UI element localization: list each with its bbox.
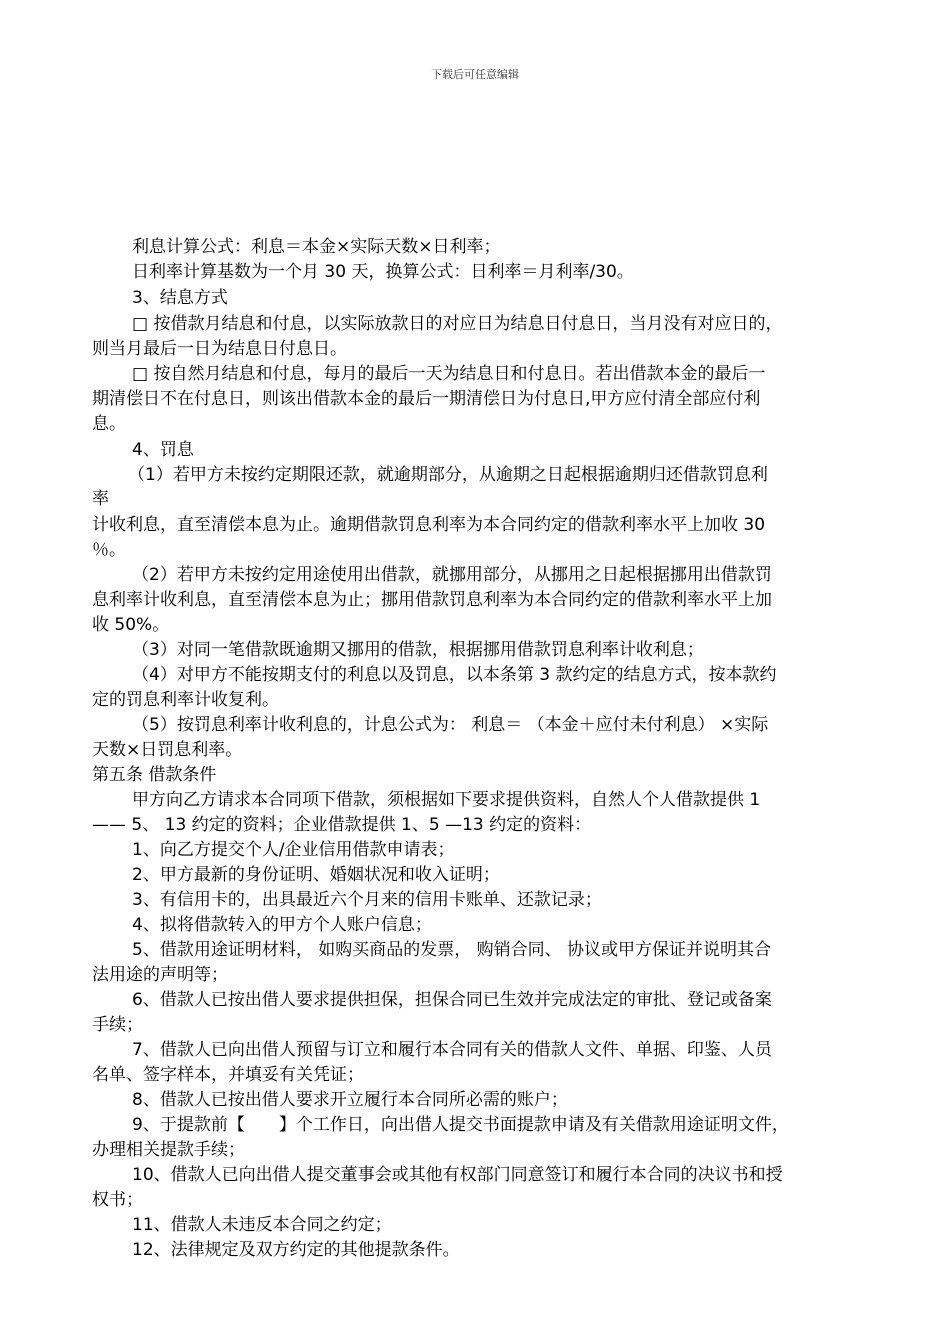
list-item: 5、借款用途证明材料， 如购买商品的发票， 购销合同、 协议或甲方保证并说明其合: [132, 940, 772, 960]
paragraph-line: 期清偿日不在付息日，则该出借款本金的最后一期清偿日为付息日,甲方应付清全部应付利: [92, 389, 761, 409]
article-heading: 第五条 借款条件: [92, 765, 217, 785]
checkbox-option-line: □ 按借款月结息和付息，以实际放款日的对应日为结息日付息日，当月没有对应日的，: [132, 314, 783, 334]
paragraph-line: 率: [92, 489, 109, 509]
paragraph-line: （1）若甲方未按约定期限还款，就逾期部分，从逾期之日起根据逾期归还借款罚息利: [128, 465, 768, 485]
paragraph-line: ％。: [92, 540, 126, 560]
list-item-continuation: 权书；: [92, 1190, 143, 1210]
list-item-continuation: 名单、签字样本，并填妥有关凭证；: [92, 1065, 364, 1085]
paragraph-line: （3）对同一笔借款既逾期又挪用的借款，根据挪用借款罚息利率计收利息；: [132, 640, 704, 660]
paragraph-line: 收 50%。: [92, 615, 170, 635]
paragraph-line: 天数×日罚息利率。: [92, 740, 243, 760]
list-item: 10、借款人已向出借人提交董事会或其他有权部门同意签订和履行本合同的决议书和授: [132, 1165, 783, 1185]
page-header: 下载后可任意编辑: [431, 68, 519, 81]
checkbox-option-line: □ 按自然月结息和付息，每月的最后一天为结息日和付息日。若出借款本金的最后一: [132, 364, 766, 384]
paragraph-line: —— 5、 13 约定的资料；企业借款提供 1、5 —13 约定的资料：: [92, 815, 592, 835]
list-item: 3、有信用卡的，出具最近六个月来的信用卡账单、还款记录；: [132, 890, 602, 910]
paragraph-line: 定的罚息利率计收复利。: [92, 690, 279, 710]
list-item: 2、甲方最新的身份证明、婚姻状况和收入证明；: [132, 865, 500, 885]
list-item: 1、向乙方提交个人/企业信用借款申请表；: [132, 840, 455, 860]
list-item: 6、借款人已按出借人要求提供担保，担保合同已生效并完成法定的审批、登记或备案: [132, 990, 772, 1010]
list-item-continuation: 手续；: [92, 1015, 143, 1035]
list-item-continuation: 法用途的声明等；: [92, 965, 228, 985]
list-item: 11、借款人未违反本合同之约定；: [132, 1215, 392, 1235]
paragraph-line: 息利率计收利息，直至清偿本息为止；挪用借款罚息利率为本合同约定的借款利率水平上加: [92, 590, 772, 610]
formula-line: 利息计算公式：利息＝本金×实际天数×日利率；: [132, 237, 501, 257]
paragraph-line: （2）若甲方未按约定用途使用出借款，就挪用部分，从挪用之日起根据挪用出借款罚: [132, 565, 772, 585]
list-item: 8、借款人已按出借人要求开立履行本合同所必需的账户；: [132, 1090, 568, 1110]
section-heading: 3、结息方式: [132, 288, 228, 308]
section-heading: 4、罚息: [132, 440, 194, 460]
list-item: 12、法律规定及双方约定的其他提款条件。: [132, 1240, 460, 1260]
list-item: 4、拟将借款转入的甲方个人账户信息；: [132, 915, 432, 935]
paragraph-line: （5）按罚息利率计收利息的，计息公式为： 利息＝ （本金＋应付未付利息） ×实际: [132, 715, 769, 735]
paragraph-line: （4）对甲方不能按期支付的利息以及罚息，以本条第 3 款约定的结息方式，按本款约: [132, 665, 777, 685]
list-item: 7、借款人已向出借人预留与订立和履行本合同有关的借款人文件、单据、印鉴、人员: [132, 1040, 772, 1060]
paragraph-line: 甲方向乙方请求本合同项下借款，须根据如下要求提供资料，自然人个人借款提供 1: [132, 790, 761, 810]
paragraph-line: 计收利息，直至清偿本息为止。逾期借款罚息利率为本合同约定的借款利率水平上加收 30: [92, 515, 766, 535]
list-item: 9、于提款前【 】个工作日，向出借人提交书面提款申请及有关借款用途证明文件，: [132, 1115, 789, 1135]
paragraph-line: 日利率计算基数为一个月 30 天，换算公式：日利率＝月利率/30。: [132, 262, 634, 282]
paragraph-line: 息。: [92, 414, 126, 434]
list-item-continuation: 办理相关提款手续；: [92, 1140, 245, 1160]
paragraph-line: 则当月最后一日为结息日付息日。: [92, 339, 347, 359]
